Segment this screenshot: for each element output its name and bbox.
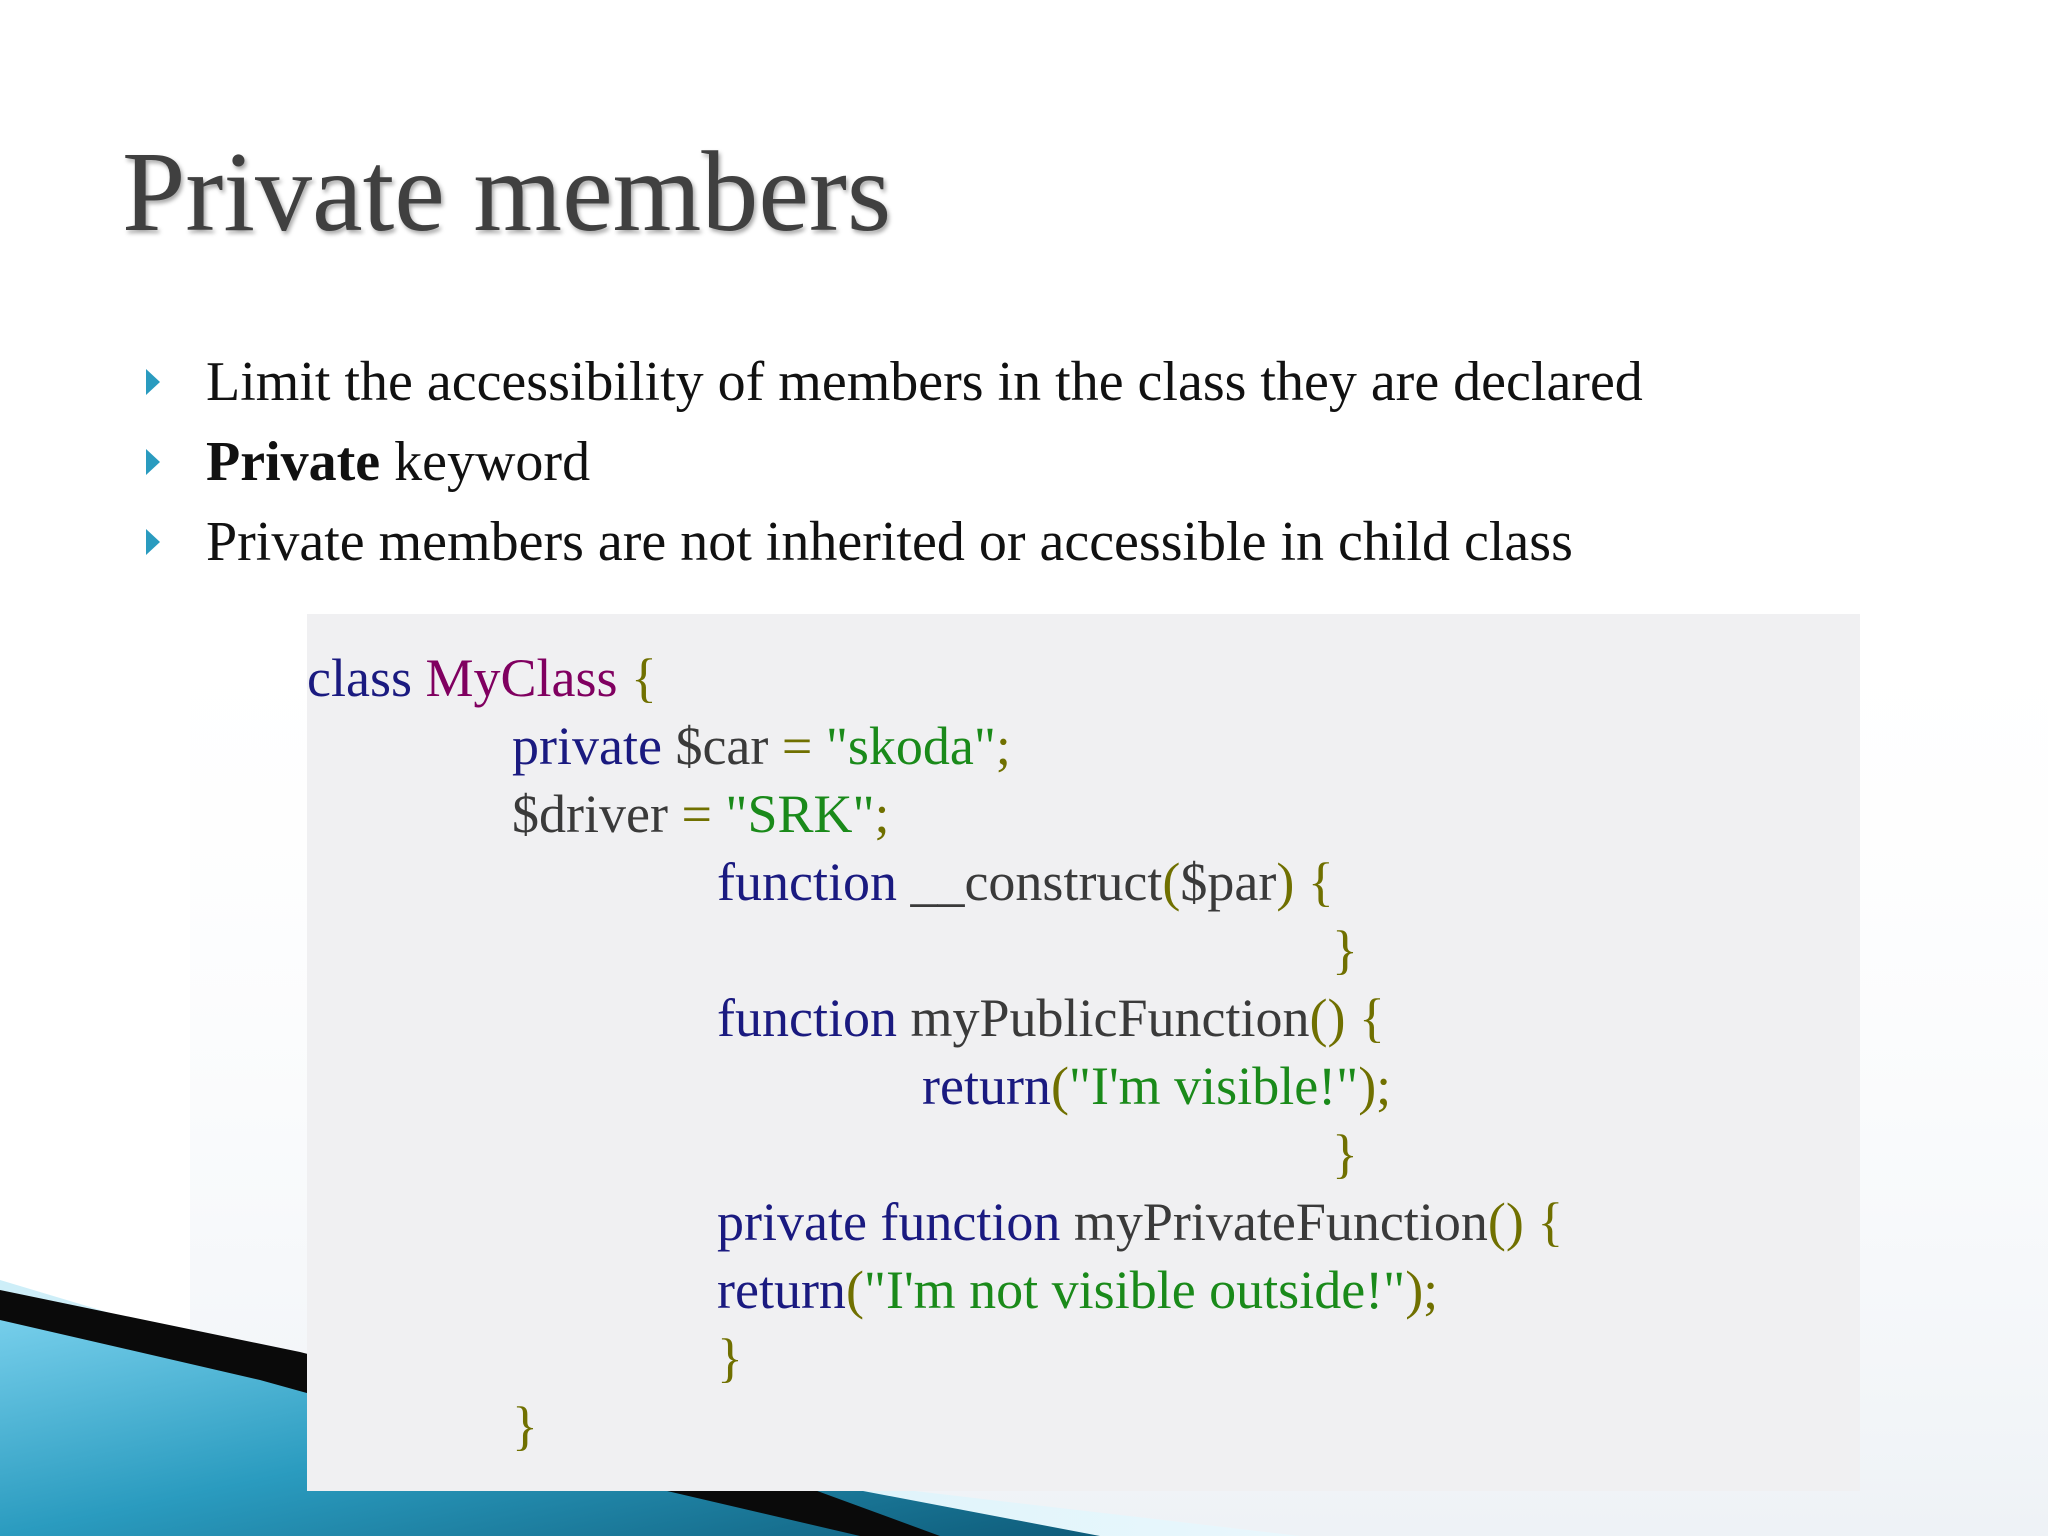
code-keyword: private function [717, 1192, 1074, 1252]
code-line [307, 1256, 1563, 1324]
code-punctuation: ) { [1276, 852, 1334, 912]
code-punctuation: () { [1487, 1192, 1564, 1252]
code-line [307, 1324, 1563, 1392]
code-punctuation: ); [1405, 1260, 1439, 1320]
bullet-text: Private members are not inherited or accessible in child class [206, 511, 1573, 573]
code-keyword: private [512, 716, 676, 776]
code-punctuation: ( [1050, 1056, 1069, 1116]
code-listing [307, 644, 1563, 1460]
code-punctuation: ); [1358, 1056, 1392, 1116]
code-line [307, 780, 1563, 848]
code-line [307, 916, 1563, 984]
code-string: "skoda" [825, 716, 996, 776]
code-keyword: function [717, 852, 911, 912]
code-punctuation: ( [845, 1260, 864, 1320]
code-identifier: myPrivateFunction [1073, 1192, 1488, 1252]
code-punctuation: ( [1162, 852, 1181, 912]
triangle-bullet-icon [146, 369, 160, 395]
code-punctuation: = [681, 784, 726, 844]
code-keyword: class [307, 648, 426, 708]
code-punctuation: { [631, 648, 657, 708]
code-punctuation: } [1332, 1124, 1358, 1184]
bullet-text: Limit the accessibility of members in the class they are declared [206, 351, 1643, 413]
code-line [307, 1392, 1563, 1460]
code-keyword: function [717, 988, 911, 1048]
code-punctuation: } [717, 1328, 743, 1388]
code-class-name: MyClass [425, 648, 632, 708]
code-identifier: $par [1180, 852, 1277, 912]
code-punctuation: } [512, 1396, 538, 1456]
code-line [307, 712, 1563, 780]
code-line [307, 644, 1563, 712]
triangle-bullet-icon [146, 529, 160, 555]
code-line [307, 848, 1563, 916]
code-line [307, 1120, 1563, 1188]
code-identifier: myPublicFunction [910, 988, 1310, 1048]
code-line [307, 984, 1563, 1052]
code-identifier: $car [675, 716, 782, 776]
code-identifier: $driver [512, 784, 682, 844]
code-punctuation: = [781, 716, 826, 776]
code-string: "I'm not visible outside!" [863, 1260, 1406, 1320]
code-keyword: return [717, 1260, 846, 1320]
code-keyword: return [922, 1056, 1051, 1116]
code-line [307, 1052, 1563, 1120]
triangle-bullet-icon [146, 449, 160, 475]
code-punctuation: ; [995, 716, 1011, 776]
code-line [307, 1188, 1563, 1256]
code-block [307, 614, 1860, 1491]
code-string: "I'm visible!" [1068, 1056, 1359, 1116]
code-punctuation: ; [874, 784, 890, 844]
slide-title: Private members [122, 128, 892, 255]
code-string: "SRK" [725, 784, 875, 844]
bullet-bold-text: Private [206, 431, 381, 493]
code-punctuation: } [1332, 920, 1358, 980]
code-punctuation: () { [1309, 988, 1385, 1048]
bullet-text: keyword [380, 431, 591, 493]
code-identifier: __construct [910, 852, 1163, 912]
